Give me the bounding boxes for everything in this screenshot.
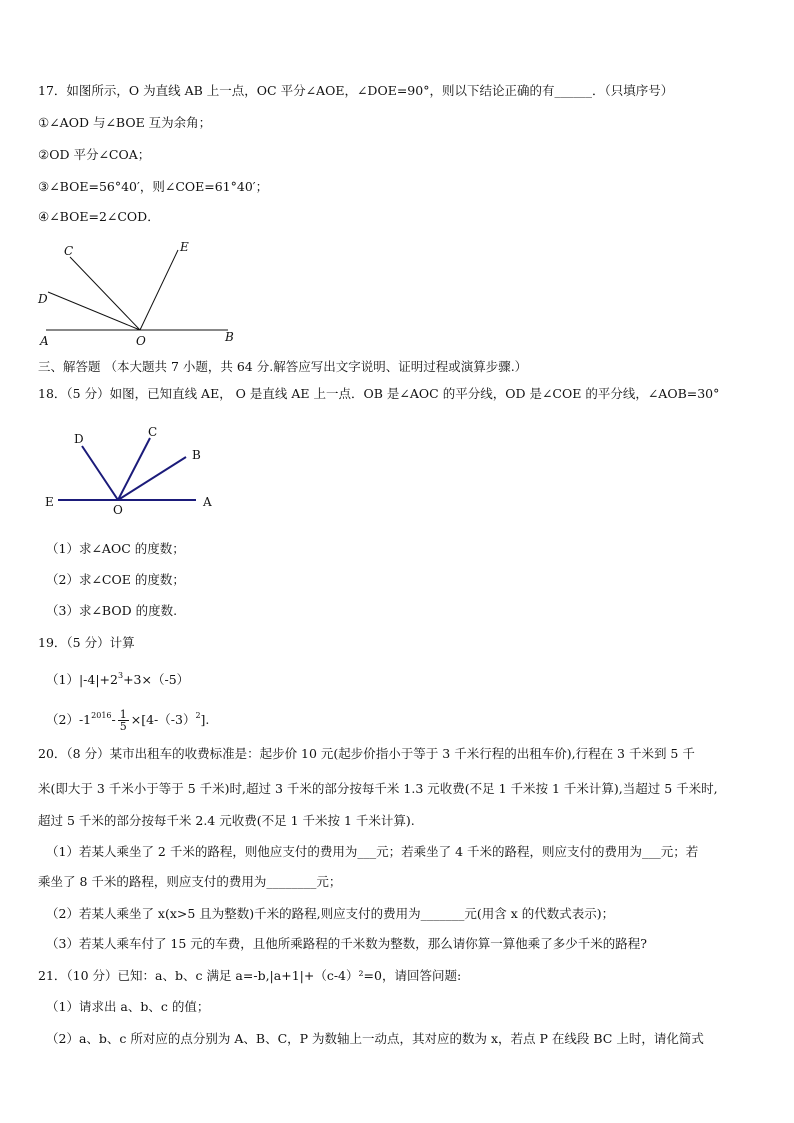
label-d: D xyxy=(74,432,84,446)
ray-oe xyxy=(140,250,178,330)
q19-part-2: $(2)-1^{2016}-$ $\frac{1}{5}$ $\times[4-(-3)^2]$. xyxy=(46,708,210,733)
q20-line-2: 米(即大于 3 千米小于等于 5 千米)时,超过 3 千米的部分按每千米 1.3 元收费(不足 1 千米按 1 千米计算),当超过 5 千米时, xyxy=(38,781,718,796)
section-three-heading: 三、解答题 （本大题共 7 小题，共 64 分.解答应写出文字说明、证明过程或演算步骤.） xyxy=(38,359,528,374)
label-e: E xyxy=(180,240,189,254)
label-o: O xyxy=(136,334,146,348)
q17-option-1: ①∠AOD 与∠BOE 互为余角； xyxy=(38,115,212,130)
q20-part-1b: 乘坐了 8 千米的路程，则应支付的费用为________元； xyxy=(38,874,342,889)
q21-part-2: （2）a、b、c 所对应的点分别为 A、B、C，P 为数轴上一动点，其对应的数为 x，若点 P 在线段 BC 上时，请化简式 xyxy=(46,1031,704,1046)
label-a: A xyxy=(203,495,212,509)
q17-option-4: ④∠BOE=2∠COD． xyxy=(38,209,160,224)
q17-option-2: ②OD 平分∠COA； xyxy=(38,147,151,162)
label-c: C xyxy=(148,425,158,439)
q21-stem: 21．（10 分）已知：a、b、c 满足 a=-b,|a+1|+（c-4）²=0，请回答问题: xyxy=(38,968,462,983)
label-c: C xyxy=(64,244,74,258)
q20-line-3: 超过 5 千米的部分按每千米 2.4 元收费(不足 1 千米按 1 千米计算). xyxy=(38,813,415,828)
q18-part-3: （3）求∠BOD 的度数. xyxy=(46,603,178,618)
q17-figure xyxy=(30,235,250,350)
q20-part-1a: （1）若某人乘坐了 2 千米的路程，则他应支付的费用为___元；若乘坐了 4 千米的路程，则应支付的费用为___元；若 xyxy=(46,844,699,859)
q18-part-1: （1）求∠AOC 的度数； xyxy=(46,541,185,556)
q18-stem: 18．（5 分）如图，已知直线 AE， O 是直线 AE 上一点．OB 是∠AOC 的平分线，OD 是∠COE 的平分线，∠AOB=30° xyxy=(38,386,720,401)
q17-stem: 17．如图所示，O 为直线 AB 上一点，OC 平分∠AOE，∠DOE=90°，则以下结论正确的有______．（只填序号） xyxy=(38,83,674,98)
q21-part-1: （1）请求出 a、b、c 的值； xyxy=(46,999,210,1014)
label-o: O xyxy=(113,503,123,517)
q19-part-1: $(1)|-4|+2^3+3\times(-5)$ xyxy=(46,671,190,687)
q18-part-2: （2）求∠COE 的度数； xyxy=(46,572,185,587)
q20-part-3: （3）若某人乘车付了 15 元的车费，且他所乘路程的千米数为整数，那么请你算一算他乘了多少千米的路程? xyxy=(46,936,648,951)
ray-od xyxy=(48,292,140,330)
label-b: B xyxy=(192,448,201,462)
ray-oc xyxy=(70,257,140,330)
q17-option-3: ③∠BOE=56°40′，则∠COE=61°40′； xyxy=(38,179,269,194)
fraction: $\frac{1}{5}$ xyxy=(119,708,127,733)
q20-part-2: （2）若某人乘坐了 x(x>5 且为整数)千米的路程,则应支付的费用为_______元(用含 x 的代数式表示)； xyxy=(46,906,615,921)
label-e: E xyxy=(45,495,54,509)
label-d: D xyxy=(38,292,48,306)
label-b: B xyxy=(225,330,234,344)
label-a: A xyxy=(40,334,49,348)
q18-figure xyxy=(38,420,228,520)
q19-stem: 19．（5 分）计算 xyxy=(38,635,135,650)
q20-line-1: 20．（8 分）某市出租车的收费标准是：起步价 10 元(起步价指小于等于 3 千米行程的出租车价),行程在 3 千米到 5 千 xyxy=(38,746,695,761)
ray-od xyxy=(82,446,118,500)
